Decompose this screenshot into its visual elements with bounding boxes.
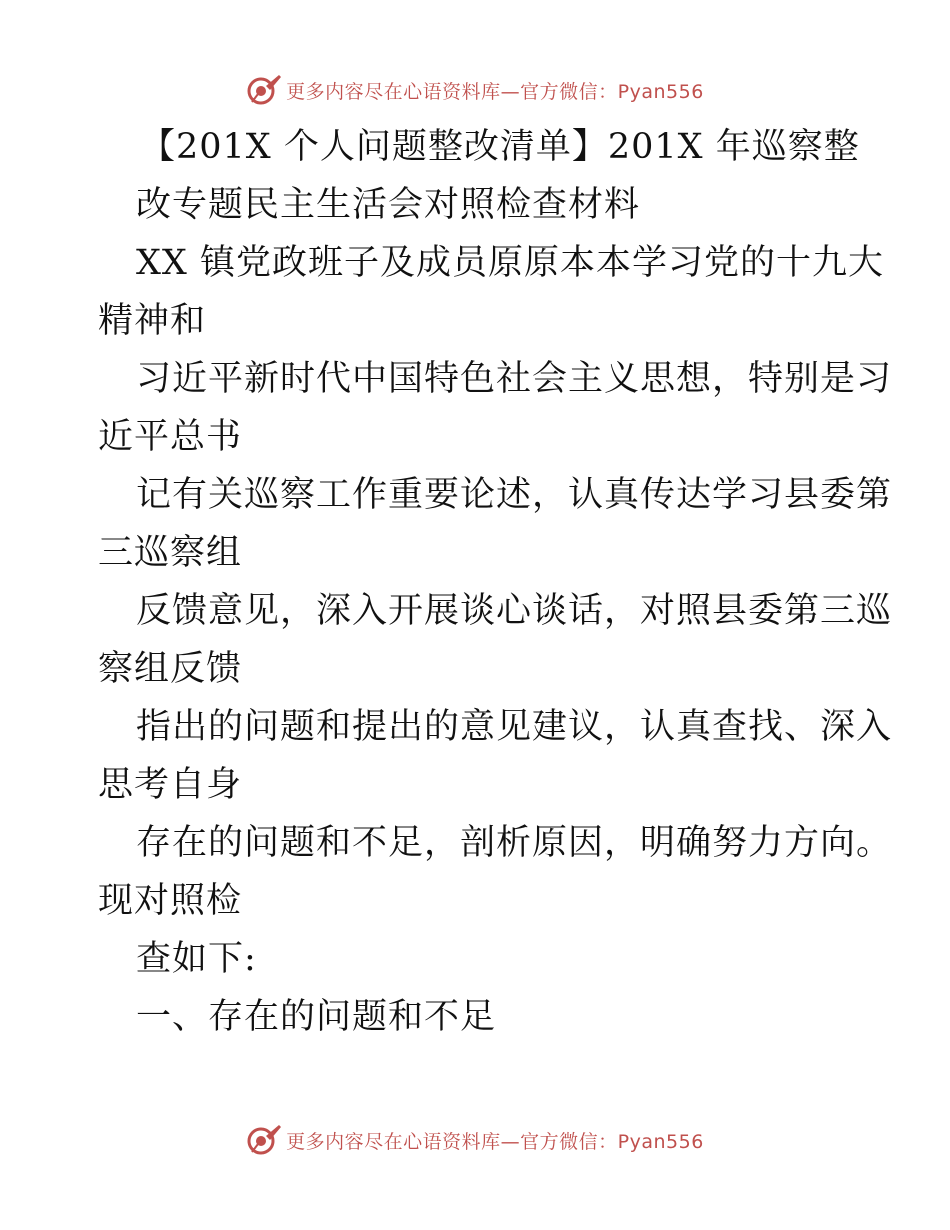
title-line-2: 改专题民主生活会对照检查材料 <box>136 185 641 225</box>
paragraph-line: 指出的问题和提出的意见建议，认真查找、深入 <box>136 707 893 747</box>
paragraph-line: 察组反馈 <box>98 649 243 689</box>
paragraph-line: 反馈意见，深入开展谈心谈话，对照县委第三巡 <box>136 591 893 631</box>
watermark-text: 更多内容尽在心语资料库—官方微信：Pyan556 <box>286 80 704 103</box>
paragraph-line: 习近平新时代中国特色社会主义思想，特别是习 <box>136 359 893 399</box>
watermark-text: 更多内容尽在心语资料库—官方微信：Pyan556 <box>286 1130 704 1153</box>
paragraph-line: 思考自身 <box>98 765 243 805</box>
paragraph-line: 查如下: <box>136 939 257 979</box>
footer-watermark <box>0 1120 950 1160</box>
paragraph-line: XX 镇党政班子及成员原原本本学习党的十九大 <box>136 243 884 283</box>
paragraph-line: 近平总书 <box>98 417 243 457</box>
paragraph-line: 精神和 <box>98 301 207 341</box>
pen-logo-icon <box>246 72 282 108</box>
paragraph-line: 三巡察组 <box>98 533 243 573</box>
paragraph-line: 现对照检 <box>98 881 243 921</box>
pen-logo-icon <box>246 1122 282 1158</box>
document-body <box>98 118 893 1046</box>
header-watermark <box>0 70 950 110</box>
title-line-1: 【201X 个人问题整改清单】201X 年巡察整 <box>140 127 860 167</box>
paragraph-line: 存在的问题和不足，剖析原因，明确努力方向。 <box>136 823 893 863</box>
paragraph-line: 记有关巡察工作重要论述，认真传达学习县委第 <box>136 475 893 515</box>
section-heading: 一、存在的问题和不足 <box>136 997 497 1037</box>
